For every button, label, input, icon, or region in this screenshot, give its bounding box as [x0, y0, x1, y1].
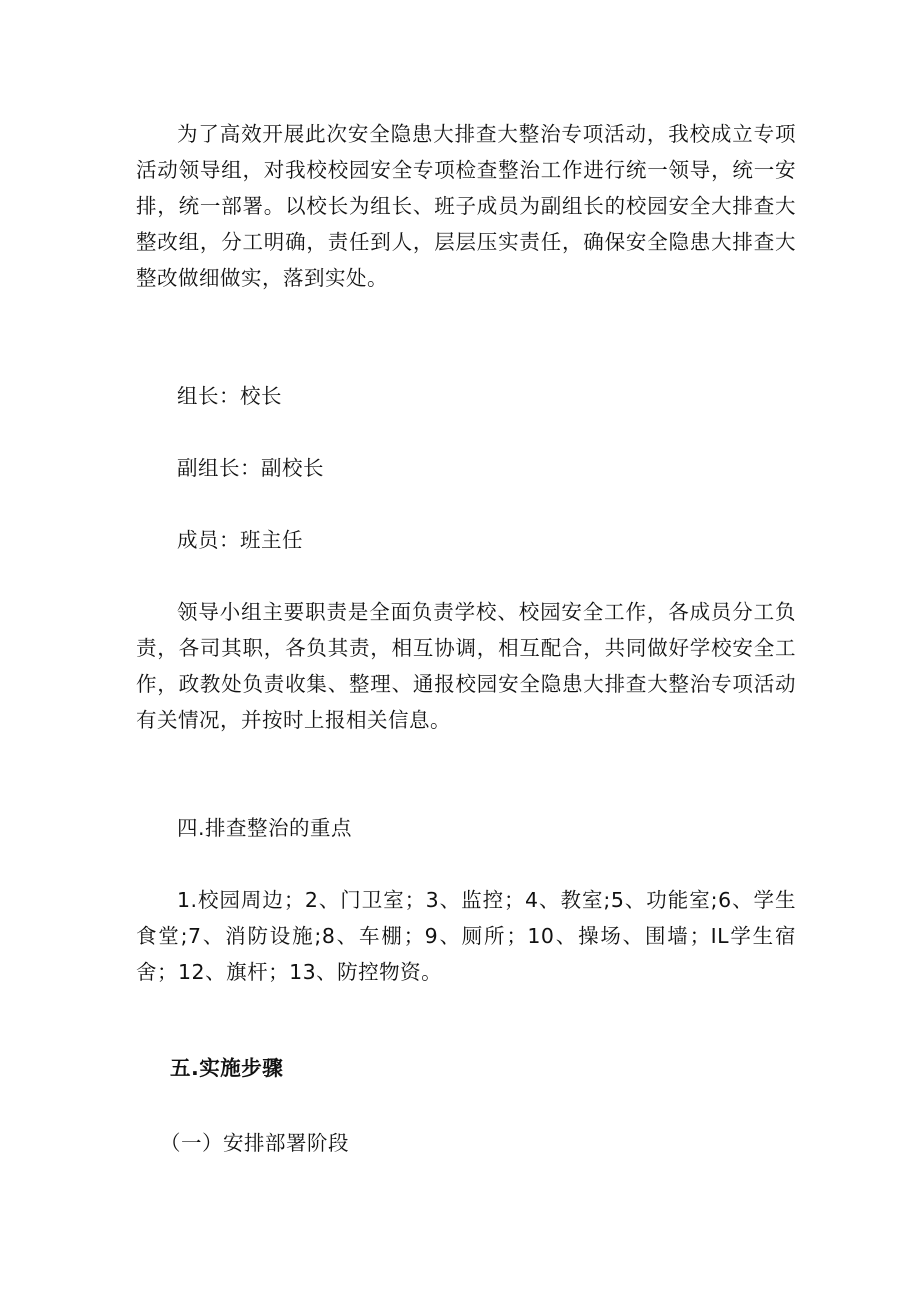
subsection-1-title: （一）安排部署阶段 — [160, 1131, 349, 1155]
members-line: 成员：班主任 — [177, 528, 303, 552]
deputy-leader-line: 副组长：副校长 — [177, 456, 324, 480]
leader-line: 组长：校长 — [177, 384, 282, 408]
section-4-items: 1.校园周边；2、门卫室；3、监控；4、教室;5、功能室;6、学生食堂;7、消防设施;8、车棚；9、厕所；10、操场、围墙；IL学生宿舍；12、旗杆；13、防控物资。 — [136, 888, 796, 984]
intro-paragraph: 为了高效开展此次安全隐患大排查大整治专项活动，我校成立专项活动领导组，对我校校园安全专项检查整治工作进行统一领导，统一安排，统一部署。以校长为组长、班子成员为副组长的校园安全大排查大整改组，分工明确，责任到人，层层压实责任，确保安全隐患大排查大整改做细做实，落到实处。 — [136, 122, 796, 290]
section-4-title: 四.排查整治的重点 — [177, 816, 353, 840]
duties-paragraph: 领导小组主要职责是全面负责学校、校园安全工作，各成员分工负责，各司其职，各负其责，相互协调，相互配合，共同做好学校安全工作，政教处负责收集、整理、通报校园安全隐患大排查大整治专项活动有关情况，并按时上报相关信息。 — [136, 600, 796, 732]
section-5-title: 五.实施步骤 — [170, 1056, 284, 1080]
